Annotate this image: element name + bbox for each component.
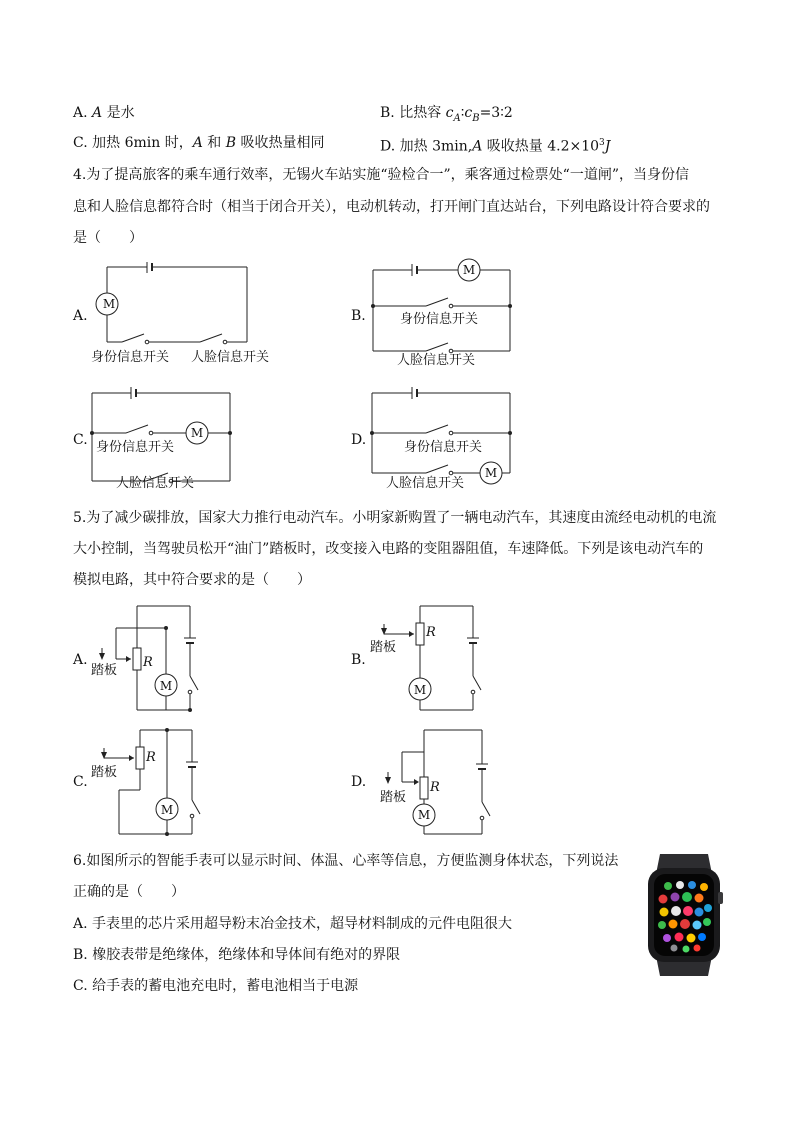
q5-a-pedal-label: 踏板 [91,663,118,678]
q4-c-id-switch-label: 身份信息开关 [96,440,175,455]
q5-d-resistor-label: R [430,780,440,795]
q4-a-face-switch-label: 人脸信息开关 [191,350,270,365]
q5-a-motor-label: M [159,679,173,693]
q3-option-d: D. 加热 3min,A 吸收热量 $4.2\times 10^3J$ [380,138,611,155]
q4-stem-line-1: 4.为了提高旅客的乘车通行效率，无锡火车站实施“验检合一”，乘客通过检票处“一道闸”，当身份信 [73,167,689,183]
q5-label-d: D. [351,774,367,790]
q5-b-pedal-label: 踏板 [370,640,397,655]
q4-label-d: D. [351,432,367,448]
q5-a-resistor-label: R [143,655,153,670]
q6-option-a: A. 手表里的芯片采用超导粉末冶金技术，超导材料制成的元件电阻很大 [73,916,513,932]
q5-label-b: B. [351,652,366,668]
q4-circuit-b [366,256,526,366]
q5-c-pedal-label: 踏板 [91,765,118,780]
q5-stem-line-3: 模拟电路，其中符合要求的是（ ） [73,572,311,588]
q5-circuit-a [90,598,220,718]
q4-c-motor-label: M [190,426,204,440]
q5-circuit-c [90,722,220,842]
q5-d-pedal-label: 踏板 [380,790,407,805]
q5-b-resistor-label: R [426,625,436,640]
q4-a-id-switch-label: 身份信息开关 [91,350,170,365]
q3-option-b: B. 比热容 $c_A∶c_B=3∶2$ [380,105,513,124]
q4-c-face-switch-label: 人脸信息开关 [116,476,195,491]
q6-stem-line-1: 6.如图所示的智能手表可以显示时间、体温、心率等信息，方便监测身体状态，下列说法 [73,853,619,869]
q5-label-c: C. [73,774,88,790]
q4-b-id-switch-label: 身份信息开关 [400,312,479,327]
var-a: A [92,105,103,121]
q4-stem-line-3: 是（ ） [73,230,143,246]
q5-label-a: A. [73,652,88,668]
smart-watch-image [642,852,726,978]
q4-stem-line-2: 息和人脸信息都符合时（相当于闭合开关），电动机转动，打开闸门直达站台，下列电路设计符合要求的 [73,199,710,215]
q4-label-a: A. [73,308,88,324]
q4-b-motor-label: M [462,263,476,277]
q4-a-motor-label: M [102,297,116,311]
q4-label-c: C. [73,432,88,448]
q3-option-c: C. 加热 6min 时，A 和 B 吸收热量相同 [73,135,325,151]
q5-c-motor-label: M [160,803,174,817]
q6-stem-line-2: 正确的是（ ） [73,884,185,900]
q5-circuit-b [368,598,498,718]
q5-d-motor-label: M [417,808,431,822]
q4-label-b: B. [351,308,366,324]
q4-d-motor-label: M [484,466,498,480]
q5-stem-line-2: 大小控制，当驾驶员松开“油门”踏板时，改变接入电路的变阻器阻值，车速降低。下列是该电动汽车的 [73,541,704,557]
q5-b-motor-label: M [413,683,427,697]
q3-option-a: A. A 是水 [73,105,135,121]
q6-option-c: C. 给手表的蓄电池充电时，蓄电池相当于电源 [73,978,359,994]
q4-d-face-switch-label: 人脸信息开关 [386,476,465,491]
q4-d-id-switch-label: 身份信息开关 [404,440,483,455]
q5-c-resistor-label: R [146,750,156,765]
q4-b-face-switch-label: 人脸信息开关 [397,353,476,368]
q5-stem-line-1: 5.为了减少碳排放，国家大力推行电动汽车。小明家新购置了一辆电动汽车，其速度由流经电动机的电流 [73,510,717,526]
q6-option-b: B. 橡胶表带是绝缘体，绝缘体和导体间有绝对的界限 [73,947,401,963]
